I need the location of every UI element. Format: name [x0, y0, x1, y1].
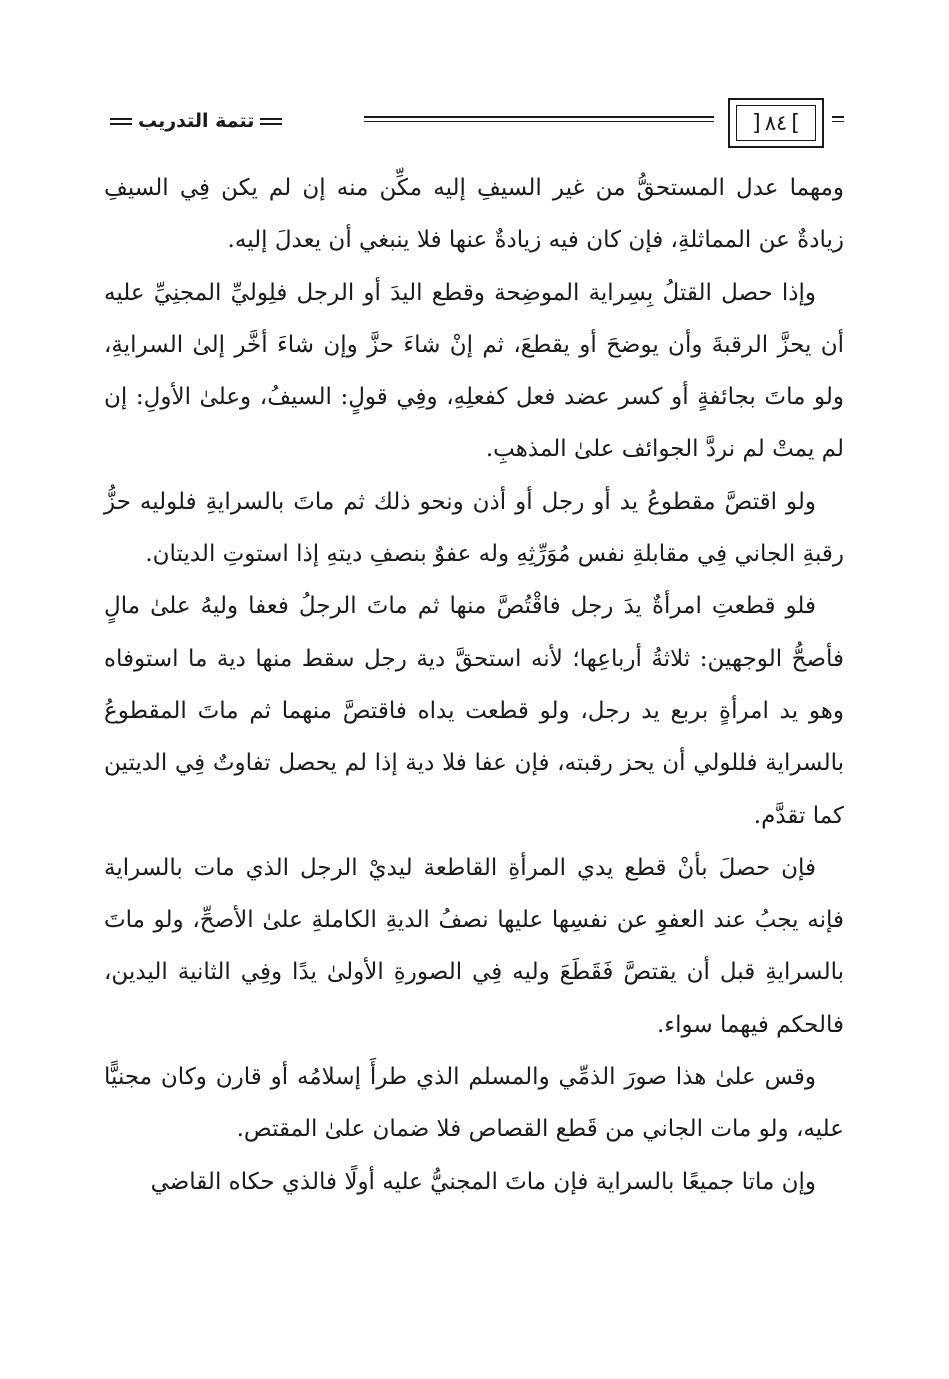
page-number-frame [728, 98, 824, 148]
bracket-right: [ [752, 110, 761, 136]
header-rule-right [832, 116, 844, 122]
paragraph: وإن ماتا جميعًا بالسراية فإن ماتَ المجنيُّ عليه أولًا فالذي حكاه القاضي [150, 1168, 816, 1195]
page-number-value: ٨٤ [764, 111, 788, 135]
bracket-left: ] [791, 110, 800, 136]
paragraph: فلو قطعتِ امرأةٌ يدَ رجل فاقْتُصَّ منها ثم ماتَ الرجلُ فعفا وليهُ علىٰ مالٍ فأصحُّ الوجهين: ثلاثةُ أرباعِها؛ لأنه استحقَّ دية رجل سقط منها دية ما استوفاه وهو يد امرأةٍ بربع يد رجل، ولو قطعت يداه فاقتصَّ منهما ثم ماتَ المقطوعُ بالسراية فللولي أن يحز رقبته، فإن عفا فلا دية إذا لم يحصل تفاوتٌ فِي الديتين كما تقدَّم. [104, 593, 844, 829]
title-ornament-dash [260, 118, 282, 125]
header-rule [364, 116, 714, 122]
paragraph: ولو اقتصَّ مقطوعُ يد أو رجل أو أذن ونحو ذلك ثم ماتَ بالسرايةِ فلوليه حزُّ رقبةِ الجاني فِي مقابلةِ نفس مُوَرِّثِهِ وله عفوٌ بنصفِ ديتهِ إذا استوتِ الديتان. [104, 488, 844, 568]
page-number [736, 105, 816, 141]
paragraph: وقس علىٰ هذا صورَ الذمِّي والمسلم الذي طرأَ إسلامُه أو قارن وكان مجنيًّا عليه، ولو مات الجاني من قَطع القصاص فلا ضمان علىٰ المقتص. [104, 1064, 844, 1143]
body-text [104, 162, 844, 1208]
paragraph: وإذا حصل القتلُ بِسِراية الموضِحة وقطع اليدَ أو الرجل فلِوليِّ المجنِيِّ عليه أن يحزَّ الرقبةَ وأن يوضحَ أو يقطعَ، ثم إنْ شاءَ حزَّ وإن شاءَ أخَّر إلىٰ السرايةِ، ولو ماتَ بجائفةٍ أو كسر عضد فعل كفعلِهِ، وفِي قولٍ: السيفُ، وعلىٰ الأولِ: إن لم يمتْ لم نردَّ الجوائف علىٰ المذهبِ. [104, 279, 844, 463]
page-header [104, 96, 844, 156]
paragraph: ومهما عدل المستحقُّ من غير السيفِ إليه مكِّن منه إن لم يكن فِي السيفِ زيادةٌ عن المماثلةِ، فإن كان فيه زيادةٌ عنها فلا ينبغي أن يعدلَ إليه. [104, 175, 844, 254]
title-ornament-dash [110, 118, 132, 125]
running-title [104, 106, 288, 136]
running-title-text: تتمة التدريب [138, 110, 255, 132]
paragraph: فإن حصلَ بأنْ قطع يدي المرأةِ القاطعة ليديْ الرجل الذي مات بالسراية فإنه يجبُ عند العفوِ عن نفسِها عليها نصفُ الديةِ الكاملةِ علىٰ الأصحِّ، ولو ماتَ بالسرايةِ قبل أن يقتصَّ فَقَطَعَ وليه فِي الصورةِ الأولىٰ يدًا وفِي الثانية اليدين، فالحكم فيهما سواء. [104, 854, 844, 1038]
